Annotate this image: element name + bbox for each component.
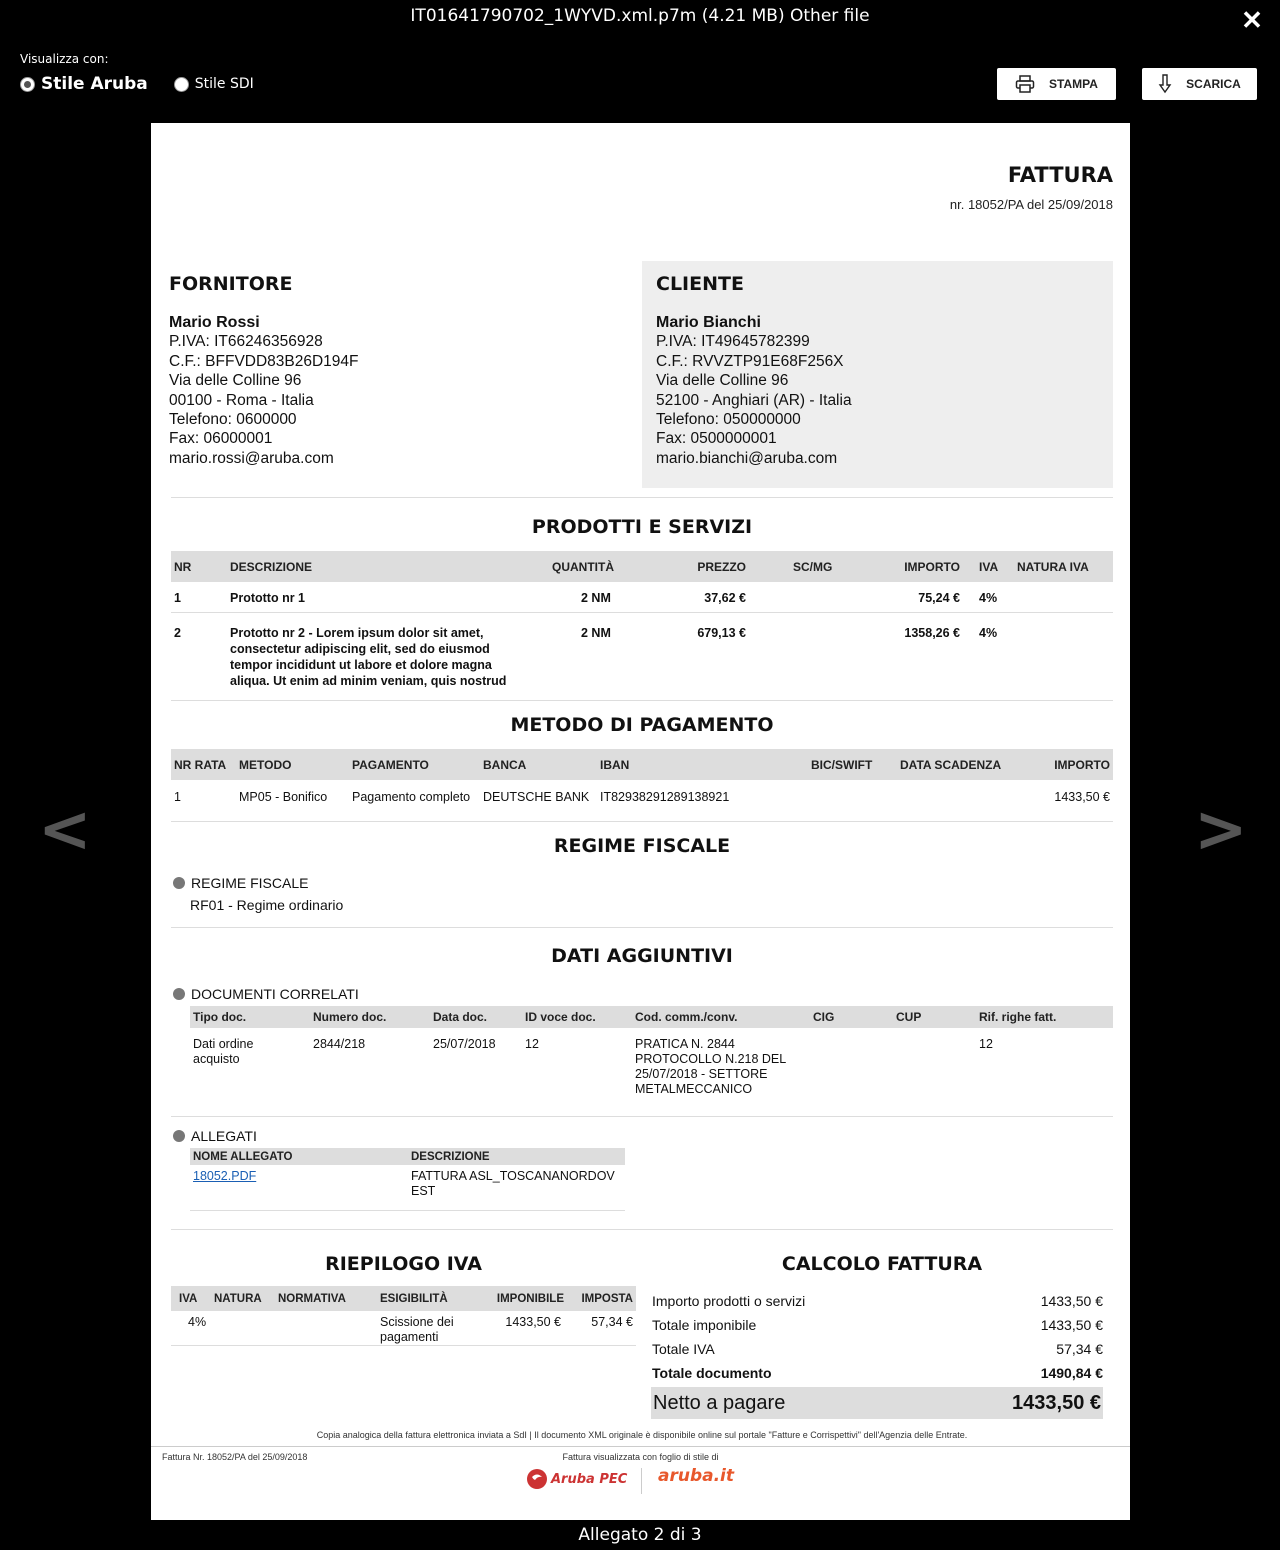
bullet-icon [173,988,185,1000]
related-docs-table [190,1006,1113,1097]
client-name: Mario Bianchi [656,314,761,331]
column-header: Rif. righe fatt. [979,1010,1057,1024]
invoice-title: FATTURA [1007,163,1113,187]
calc-row-total [651,1361,1103,1385]
chevron-right-icon[interactable]: > [1194,793,1248,867]
attachments-label: ALLEGATI [191,1128,257,1144]
aruba-pec-logo-text: Aruba PEC [551,1471,628,1487]
logo-divider [641,1468,642,1494]
payment-title: METODO DI PAGAMENTO [510,714,774,736]
calc-label: Totale documento [652,1365,772,1381]
radio-selected-icon[interactable] [20,77,35,92]
supplier-fax: Fax: 06000001 [169,430,273,448]
vat-natura [211,1311,275,1346]
style-option-label: Stile SDI [194,76,254,92]
attachment-desc: FATTURA ASL_TOSCANANORDOVEST [411,1169,615,1198]
calc-value: 1433,50 € [1040,1293,1103,1309]
regime-label: REGIME FISCALE [191,875,309,891]
style-selector [20,74,280,94]
related-number: 2844/218 [313,1037,366,1051]
product-iva: 4% [963,582,991,612]
related-date: 25/07/2018 [433,1037,496,1051]
bullet-icon [173,877,185,889]
column-header: DESCRIZIONE [411,1150,490,1163]
disclaimer: Copia analogica della fattura elettronica inviata a SdI | Il documento XML originale è disponibile online sul portale "Fatture e Corrispettivi" dell'Agenzia delle Entrate. [316,1430,968,1440]
payment-type: Pagamento completo [352,790,471,804]
table-row [190,1165,625,1210]
column-header: IBAN [600,757,630,772]
column-header: CUP [896,1010,922,1024]
regime-title: REGIME FISCALE [553,835,731,857]
invoice-number: nr. 18052/PA del 25/09/2018 [949,197,1113,212]
divider [151,1446,1130,1447]
printer-icon [1015,75,1035,93]
style-option-sdi[interactable] [174,76,254,92]
column-header: BIC/SWIFT [811,757,873,772]
client-piva: P.IVA: IT49645782399 [656,333,810,351]
product-natura [991,582,1113,612]
table-header-row [190,1006,1113,1028]
calc-row [651,1313,1103,1337]
table-row [171,780,1113,814]
product-amount: 1358,26 € [904,625,960,640]
column-header: Data doc. [433,1010,488,1024]
column-header: NORMATIVA [278,1292,346,1305]
products-table [171,551,1113,695]
vat-esigibilita: Scissione dei pagamenti [380,1315,454,1344]
client-cf: C.F.: RVVZTP91E68F256X [656,352,844,370]
calculation-title: CALCOLO FATTURA [781,1253,983,1275]
attachment-counter: Allegato 2 di 3 [578,1525,702,1545]
supplier-block [169,273,359,468]
supplier-email: mario.rossi@aruba.com [169,449,334,467]
related-docs-label-row [173,986,359,1002]
column-header: IMPONIBILE [496,1292,564,1305]
attachments-label-row [173,1128,257,1144]
column-header: CIG [813,1010,835,1024]
product-price: 679,13 € [697,625,746,640]
divider [171,927,1113,928]
payment-bic [808,780,897,814]
calc-label: Importo prodotti o servizi [652,1293,806,1309]
products-title: PRODOTTI E SERVIZI [531,516,753,538]
net-value: 1433,50 € [1012,1391,1101,1414]
vat-normativa [275,1311,377,1346]
chevron-left-icon[interactable]: < [38,793,92,867]
column-header: IVA [179,1292,198,1305]
supplier-cf: C.F.: BFFVDD83B26D194F [169,352,359,370]
related-id: 12 [525,1037,539,1051]
payment-amount: 1433,50 € [1054,790,1110,804]
view-with-label: Visualizza con: [20,52,109,66]
supplier-piva: P.IVA: IT66246356928 [169,333,323,351]
related-cup [893,1028,976,1097]
column-header: IMPORTO [904,559,960,574]
attachment-link[interactable]: 18052.PDF [193,1169,257,1183]
column-header: QUANTITÀ [552,559,614,574]
style-option-aruba[interactable] [20,74,148,94]
product-nr: 2 [174,625,181,640]
download-button[interactable] [1142,68,1257,100]
product-iva: 4% [979,625,998,640]
table-header-row [171,1286,636,1311]
net-label: Netto a pagare [653,1391,786,1414]
related-cig [810,1028,893,1097]
product-desc: Prototto nr 1 [227,582,549,612]
vat-imposta: 57,34 € [591,1315,633,1329]
supplier-phone: Telefono: 0600000 [169,411,297,429]
related-docs-label: DOCUMENTI CORRELATI [191,986,359,1002]
calc-value: 1433,50 € [1040,1317,1103,1333]
column-header: DESCRIZIONE [230,559,313,574]
column-header: NOME ALLEGATO [193,1150,293,1163]
table-row [171,612,1113,695]
column-header: BANCA [483,757,527,772]
print-button[interactable] [997,68,1116,100]
payment-due [897,780,1019,814]
table-row [171,582,1113,612]
payment-table [171,749,1113,814]
divider [171,821,1113,822]
client-phone: Telefono: 050000000 [656,411,801,429]
product-qty: 2 NM [581,625,611,640]
attachments-table [190,1148,625,1211]
calc-value: 57,34 € [1056,1341,1103,1357]
product-desc: Prototto nr 2 - Lorem ipsum dolor sit amet, consectetur adipiscing elit, sed do eiusmod tempor incididunt ut labore et dolore magna aliqua. Ut enim ad minim veniam, quis nostrud [230,625,507,688]
supplier-address: Via delle Colline 96 [169,372,302,390]
column-header: IMPORTO [1054,757,1110,772]
column-header: IMPOSTA [581,1292,633,1305]
column-header: NATURA IVA [1017,559,1089,574]
calculation-block [651,1289,1103,1419]
payment-bank: DEUTSCHE BANK [483,790,590,804]
related-type: Dati ordine acquisto [193,1037,254,1066]
column-header: NR [174,559,192,574]
product-natura [991,612,1113,695]
column-header: Numero doc. [313,1010,387,1024]
invoice-page [151,123,1130,1520]
column-header: DATA SCADENZA [900,757,1002,772]
regime-label-row [173,875,308,891]
column-header: Tipo doc. [193,1010,247,1024]
aruba-pec-logo-icon [526,1468,548,1490]
calc-value: 1490,84 € [1040,1365,1103,1381]
supplier-city: 00100 - Roma - Italia [169,391,314,409]
calc-row [651,1337,1103,1361]
column-header: NR RATA [174,757,227,772]
column-header: SC/MG [793,559,833,574]
column-header: METODO [239,757,292,772]
column-header: ESIGIBILITÀ [380,1292,448,1305]
client-heading: CLIENTE [656,273,744,295]
column-header: NATURA [214,1292,262,1305]
divider [171,1229,1113,1230]
radio-unselected-icon[interactable] [174,77,189,92]
client-email: mario.bianchi@aruba.com [656,449,838,467]
calc-label: Totale imponibile [652,1317,757,1333]
table-header-row [171,749,1113,780]
table-header-row [190,1148,625,1165]
divider [171,1116,1113,1117]
download-icon [1158,74,1172,94]
client-city: 52100 - Anghiari (AR) - Italia [656,391,852,409]
divider [171,497,1113,498]
vat-summary-title: RIEPILOGO IVA [325,1253,482,1275]
column-header: PAGAMENTO [352,757,429,772]
column-header: IVA [979,559,999,574]
regime-value: RF01 - Regime ordinario [190,897,344,913]
file-title: IT01641790702_1WYVD.xml.p7m (4.21 MB) Other file [410,6,870,26]
vat-summary-table [171,1286,636,1346]
additional-title: DATI AGGIUNTIVI [551,945,733,967]
vat-imponibile: 1433,50 € [505,1315,561,1329]
table-row [171,1311,636,1346]
product-qty: 2 NM [549,582,619,612]
product-sc [749,612,819,695]
net-to-pay [651,1387,1103,1419]
product-sc [749,582,819,612]
supplier-name: Mario Rossi [169,314,260,331]
close-icon[interactable]: ✕ [1241,5,1263,35]
column-header: Cod. comm./conv. [635,1010,738,1024]
related-rif: 12 [979,1037,993,1051]
calc-row [651,1289,1103,1313]
product-amount: 75,24 € [819,582,963,612]
supplier-heading: FORNITORE [169,273,293,295]
payment-method: MP05 - Bonifico [239,790,328,804]
aruba-pec-logo [526,1468,627,1490]
divider [171,700,1113,701]
vat-rate: 4% [188,1315,207,1329]
product-price: 37,62 € [619,582,749,612]
style-option-label: Stile Aruba [41,74,148,94]
footer-stylesheet-note: Fattura visualizzata con foglio di stile di [562,1452,719,1462]
client-address: Via delle Colline 96 [656,372,789,390]
product-nr: 1 [171,582,227,612]
client-block [642,261,1113,488]
column-header: ID voce doc. [525,1010,596,1024]
payment-iban: IT82938291289138921 [600,790,730,804]
footer-invoice-ref: Fattura Nr. 18052/PA del 25/09/2018 [162,1452,308,1462]
payment-nr: 1 [174,790,181,804]
bullet-icon [173,1130,185,1142]
download-label: SCARICA [1186,77,1241,91]
aruba-it-logo: aruba.it [658,1466,735,1486]
table-row [190,1028,1113,1097]
related-code: PRATICA N. 2844 PROTOCOLLO N.218 DEL 25/07/2018 - SETTORE METALMECCANICO [635,1037,786,1096]
calc-label: Totale IVA [652,1341,715,1357]
client-fax: Fax: 0500000001 [656,430,777,448]
column-header: PREZZO [697,559,746,574]
table-header-row [171,551,1113,582]
print-label: STAMPA [1049,77,1098,91]
